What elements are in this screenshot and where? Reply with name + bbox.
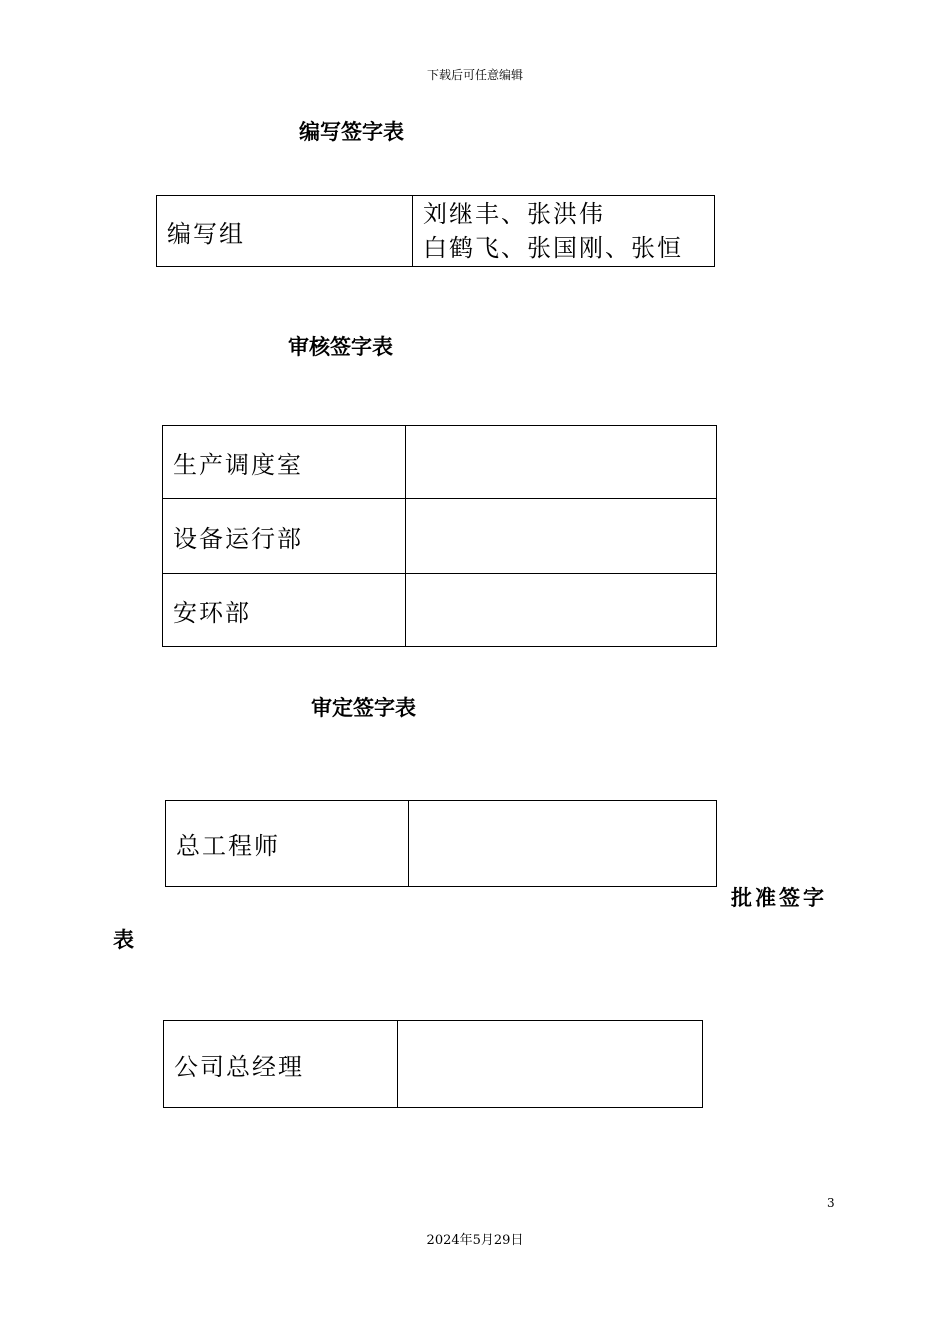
writing-sign-table [156,195,715,267]
table-row [164,1021,703,1108]
general-manager-signature-cell[interactable] [398,1021,703,1108]
approval-title-part1: 批准签字 [731,886,827,910]
table-row [166,801,717,887]
table-row [157,196,715,267]
general-manager-label: 公司总经理 [164,1021,398,1108]
review-label-safety: 安环部 [163,574,406,647]
review-signature-cell[interactable] [406,426,717,499]
table-row [163,499,717,574]
names-line-1: 刘继丰、张洪伟 [423,200,605,228]
header-note: 下载后可任意编辑 [426,68,523,82]
footer-date: 2024年5月29日 [426,1233,524,1248]
table-row [163,574,717,647]
review-sign-title: 审核签字表 [288,335,393,359]
page-number: 3 [827,1196,835,1210]
table-row [163,426,717,499]
review-label-equipment: 设备运行部 [163,499,406,574]
chief-engineer-label: 总工程师 [166,801,409,887]
writing-group-label: 编写组 [157,196,413,267]
review-label-production: 生产调度室 [163,426,406,499]
review-sign-table [162,425,717,647]
approval-title-part2: 表 [113,928,134,952]
approval-check-title: 审定签字表 [311,696,416,720]
approval-table [163,1020,703,1108]
writing-group-names [413,196,715,267]
chief-engineer-signature-cell[interactable] [409,801,717,887]
names-line-2: 白鹤飞、张国刚、张恒 [423,234,683,262]
review-signature-cell[interactable] [406,574,717,647]
approval-check-table [165,800,717,887]
review-signature-cell[interactable] [406,499,717,574]
writing-sign-title: 编写签字表 [299,120,404,144]
